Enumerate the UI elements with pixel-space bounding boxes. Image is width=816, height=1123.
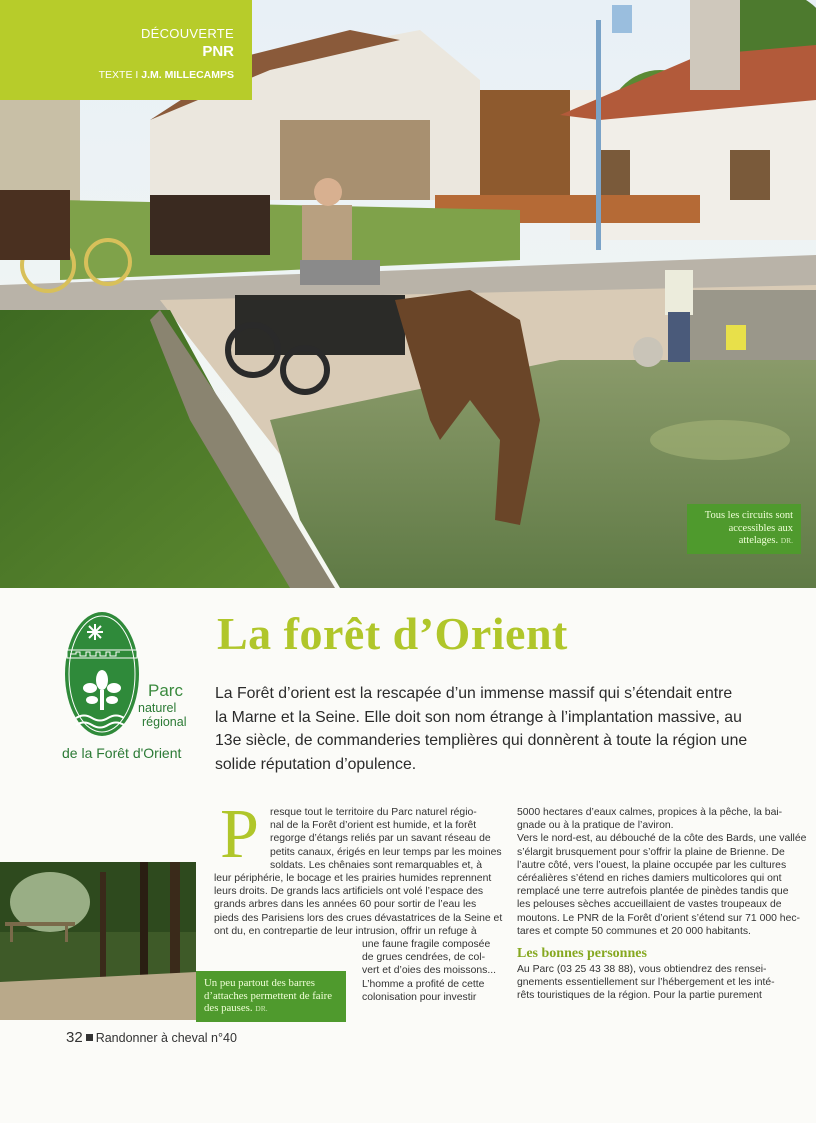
- body-line: l’autre côté, vers l’ouest, la plaine occupée par les cultures: [517, 859, 787, 871]
- body-line: rêts touristiques de la région. Pour la partie purement: [517, 990, 762, 1002]
- hero-caption-text: Tous les circuits sont accessibles aux attelages.: [704, 510, 793, 546]
- body-line: remplacé une terre autrefois plantée de pinèdes tandis que: [517, 886, 789, 898]
- body-line: de grues cendrées, de col-: [362, 952, 486, 964]
- secondary-photo: [0, 862, 196, 1020]
- body-column-2: [517, 806, 807, 1003]
- square-bullet-icon: [86, 1034, 93, 1041]
- park-logo: [62, 608, 197, 770]
- body-line: gnade ou à la pratique de l’aviron.: [517, 820, 674, 832]
- section-kicker: DÉCOUVERTE: [140, 26, 234, 41]
- body-line: regorge d’étangs reliés par un savant réseau de: [270, 833, 491, 845]
- body-line: leurs droits. De grands lacs artificiels ont volé l’espace des: [214, 886, 484, 898]
- body-line: petits canaux, érigés en leur temps par les moines: [270, 846, 502, 858]
- body-line: tares et compte 50 communes et 20 000 habitants.: [517, 925, 751, 937]
- page-footer: [66, 1029, 237, 1046]
- body-line: L’homme a profité de cette: [362, 978, 485, 990]
- body-line: céréalières s’étend en riches damiers multicolores qui ont: [517, 873, 782, 885]
- page-number: 32: [66, 1029, 83, 1046]
- logo-text-name: de la Forêt d'Orient: [62, 745, 182, 761]
- logo-text-regional: régional: [142, 715, 187, 729]
- body-line: Au Parc (03 25 43 38 88), vous obtiendrez des rensei-: [517, 964, 767, 976]
- body-line: moutons. Le PNR de la Forêt d’orient s’étend sur 71 000 hec-: [517, 912, 801, 924]
- body-line: s’élargit brusquement pour s’offrir la plaine de Brienne. De: [517, 846, 785, 858]
- byline: [0, 69, 234, 81]
- section-header: [0, 0, 252, 100]
- body-line: leur périphérie, le bocage et les prairies humides reprennent: [214, 873, 492, 885]
- hero-caption: [687, 504, 801, 554]
- body-line: les pelouses sèches accueillaient de vastes troupeaux de: [517, 899, 782, 911]
- body-line: resque tout le territoire du Parc naturel régio-: [270, 807, 477, 818]
- byline-author: J.M. MILLECAMPS: [141, 69, 234, 81]
- intro-line: solide réputation d’opulence.: [215, 755, 417, 773]
- secondary-caption-credit: DR.: [255, 1004, 268, 1013]
- secondary-caption: [196, 971, 346, 1022]
- body-line: grands arbres dans les années 60 pour sortir de l’eau les: [214, 899, 477, 911]
- secondary-caption-text: Un peu partout des barres d’attaches permettent de faire des pauses.: [204, 977, 332, 1014]
- magazine-issue: Randonner à cheval n°40: [95, 1031, 237, 1045]
- body-line: gnements essentiellement sur l’hébergement et les inté-: [517, 977, 775, 989]
- intro-line: 13e siècle, de commanderies templières qui donnèrent à toute la région une: [215, 732, 748, 749]
- body-line: Vers le nord-est, au débouché de la côte des Bards, une vallée: [517, 833, 807, 845]
- body-line: pieds des Parisiens lors des crues dévastatrices de la Seine et: [214, 912, 503, 924]
- body-line: une faune fragile composée: [362, 939, 491, 951]
- body-line: soldats. Les chênaies sont remarquables et, à: [270, 859, 482, 871]
- intro-line: la Marne et la Seine. Elle doit son nom étrange à l’implantation massive, au: [215, 708, 742, 726]
- park-emblem-icon: [62, 608, 144, 740]
- drop-cap: P: [220, 796, 259, 873]
- article-title: La forêt d’Orient: [217, 608, 568, 659]
- byline-prefix: TEXTE I: [98, 69, 142, 81]
- body-line: nal de la Forêt d’orient est humide, et la forêt: [270, 820, 477, 832]
- body-line: 5000 hectares d’eaux calmes, propices à la pêche, la bai-: [517, 807, 783, 818]
- body-line: ont du, en contrepartie de leur intrusion, offrir un refuge à: [214, 925, 477, 937]
- intro-line: La Forêt d’orient est la rescapée d’un immense massif qui s’étendait entre: [215, 685, 733, 702]
- article-intro: [215, 682, 800, 776]
- body-line: colonisation pour investir: [362, 991, 477, 1003]
- subheading: Les bonnes personnes: [517, 946, 647, 962]
- section-rubric: PNR: [202, 43, 234, 60]
- logo-text-naturel: naturel: [138, 701, 177, 715]
- logo-text-parc: Parc: [148, 681, 183, 700]
- body-line: vert et d’oies des moissons...: [362, 965, 496, 977]
- hero-caption-credit: DR.: [780, 536, 793, 545]
